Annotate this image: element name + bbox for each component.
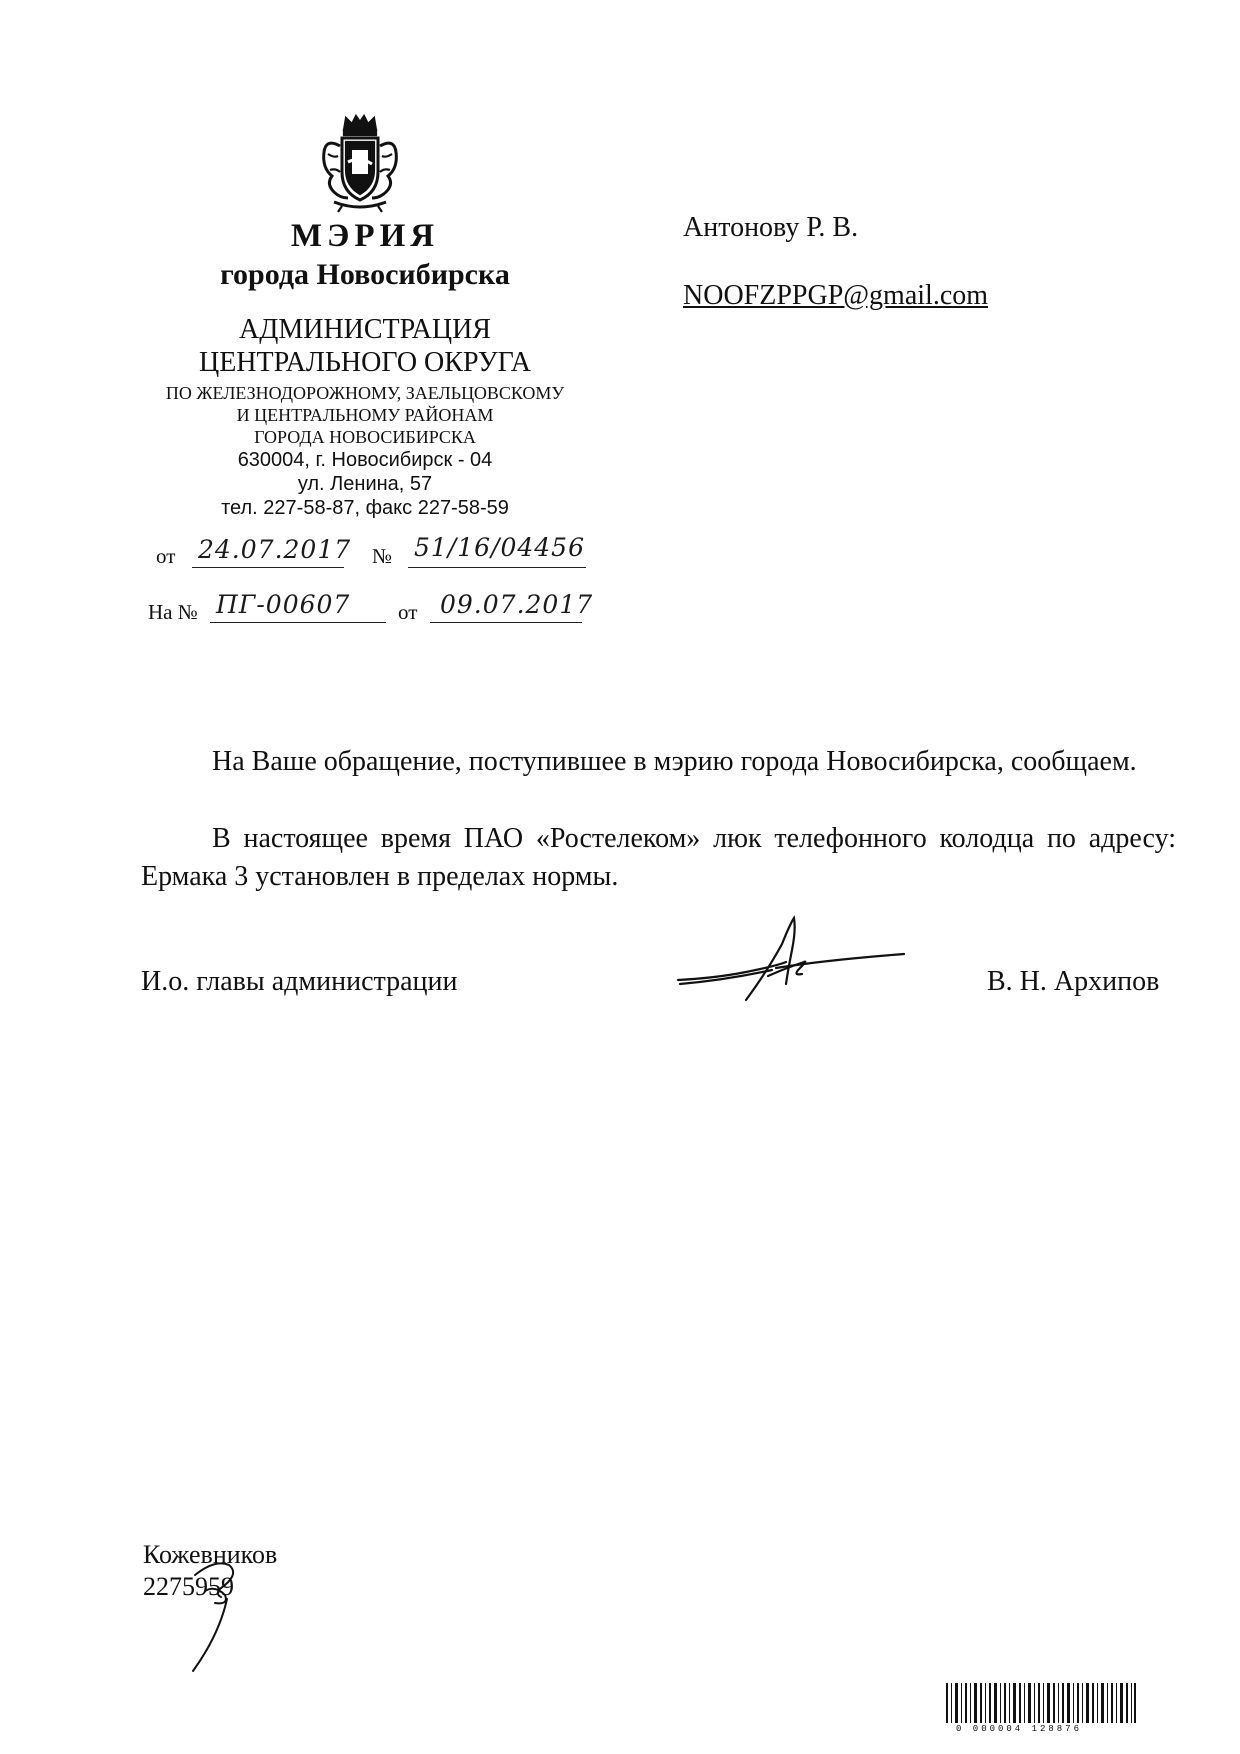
body-paragraph-2: В настоящее время ПАО «Ростелеком» люк телефонного колодца по адресу: Ермака 3 установлен в пределах нормы. xyxy=(141,823,1176,892)
reply-from-label: от xyxy=(398,600,418,624)
number-label: № xyxy=(372,544,393,568)
body-paragraph-1: На Ваше обращение, поступившее в мэрию города Новосибирска, сообщаем. xyxy=(212,746,1137,777)
handwritten-signature-icon xyxy=(676,910,906,1010)
letterhead-districts-line2: И ЦЕНТРАЛЬНОМУ РАЙОНАМ xyxy=(236,405,494,425)
letterhead-phone-fax: тел. 227-58-87, факс 227-58-59 xyxy=(221,497,509,519)
letterhead-districts-line1: ПО ЖЕЛЕЗНОДОРОЖНОМУ, ЗАЕЛЬЦОВСКОМУ xyxy=(165,383,565,403)
reply-date: 09.07.2017 xyxy=(440,590,594,619)
letterhead-districts-line3: ГОРОДА НОВОСИБИРСКА xyxy=(254,427,476,447)
signatory-role: И.о. главы администрации xyxy=(141,966,458,997)
signatory-name: В. Н. Архипов xyxy=(987,966,1160,997)
reply-number-label: На № xyxy=(148,600,198,624)
barcode-number: 0 000004 128876 xyxy=(956,1724,1083,1734)
letterhead-city: города Новосибирска xyxy=(220,258,510,291)
barcode-icon xyxy=(946,1683,1136,1723)
letterhead-title: МЭРИЯ xyxy=(290,218,440,254)
reply-date-line xyxy=(430,590,594,623)
executor-phone: 2275959 xyxy=(143,1572,234,1601)
from-date: 24.07.2017 xyxy=(198,535,352,564)
reply-number: ПГ-00607 xyxy=(216,590,351,619)
outgoing-number: 51/16/04456 xyxy=(414,533,585,562)
letterhead-postal-address: 630004, г. Новосибирск - 04 xyxy=(237,449,493,471)
executor-initials-icon xyxy=(185,1555,255,1675)
from-date-line xyxy=(192,535,352,568)
coat-of-arms-icon xyxy=(312,112,408,214)
number-line xyxy=(408,533,586,568)
addressee-name: Антонову Р. В. xyxy=(683,212,859,243)
letterhead-admin-line2: ЦЕНТРАЛЬНОГО ОКРУГА xyxy=(198,347,532,378)
reply-number-line xyxy=(210,592,386,623)
letterhead-admin-line1: АДМИНИСТРАЦИЯ xyxy=(239,314,491,345)
executor-name: Кожевников xyxy=(143,1540,278,1569)
addressee-email[interactable]: NOOFZPPGP@gmail.com xyxy=(683,280,989,311)
letterhead-street-address: ул. Ленина, 57 xyxy=(297,473,433,495)
from-label: от xyxy=(156,544,176,568)
